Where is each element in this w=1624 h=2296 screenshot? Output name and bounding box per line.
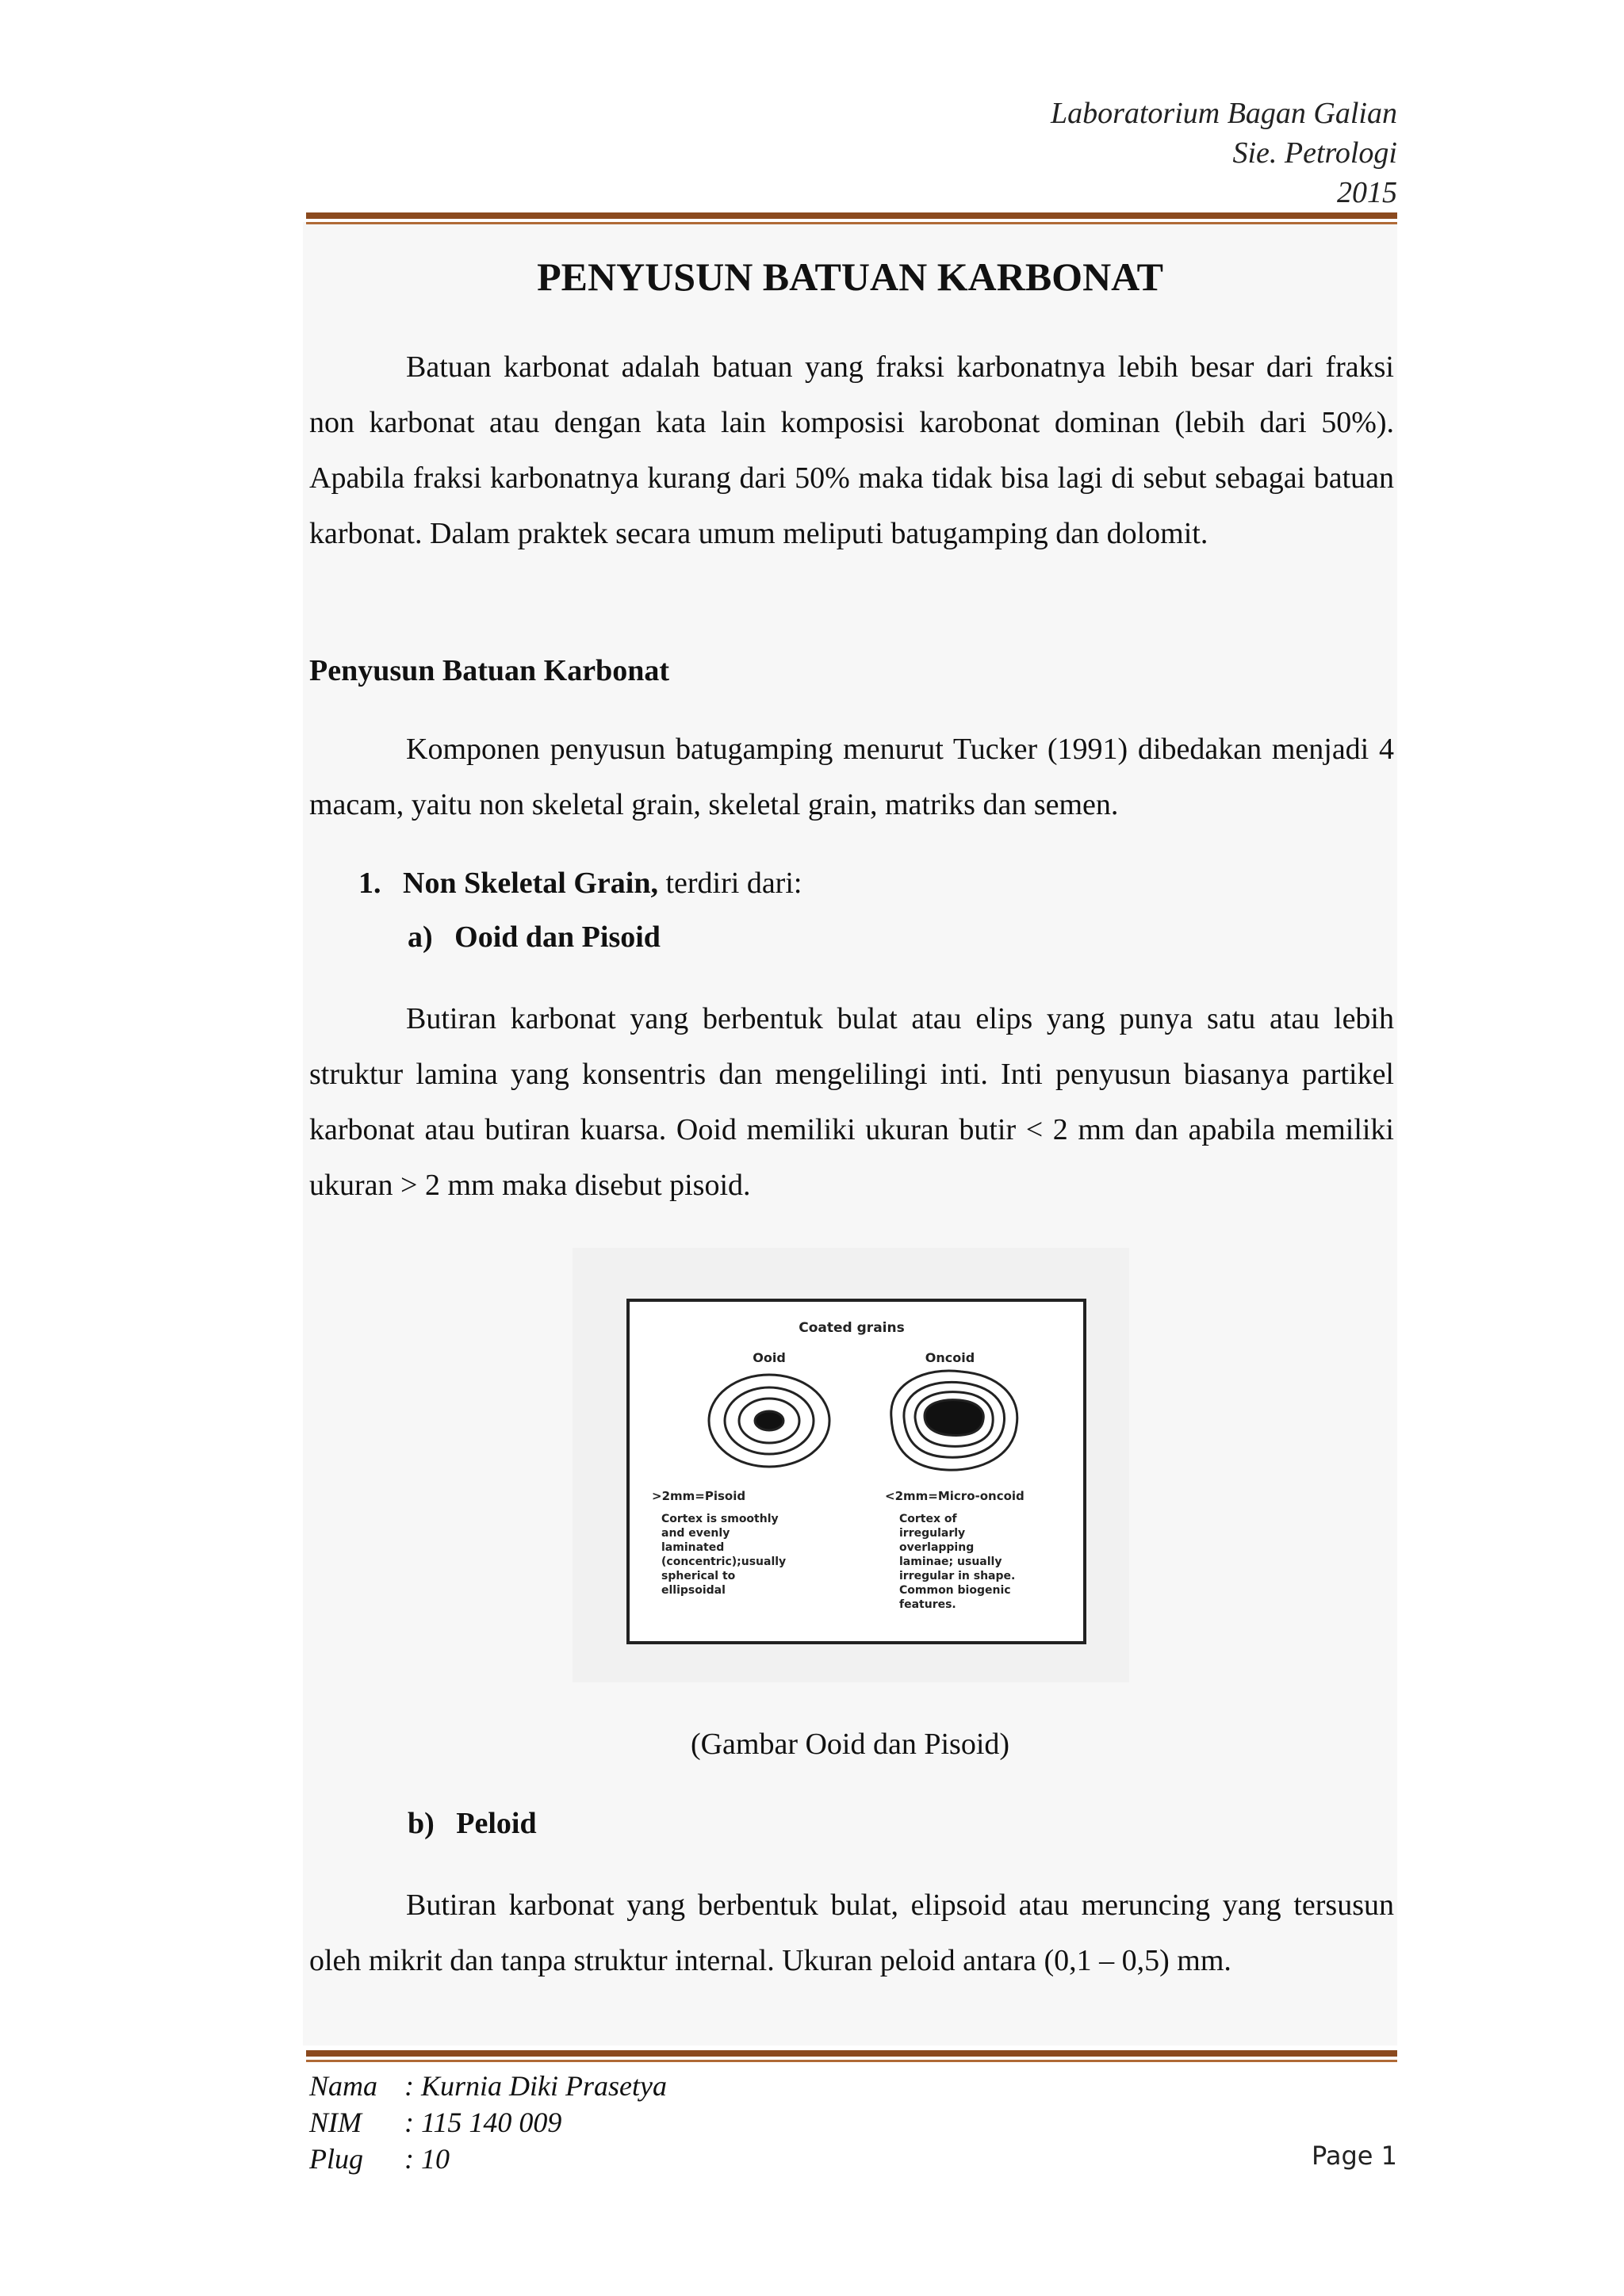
oncoid-desc-line: Common biogenic xyxy=(899,1584,1011,1597)
footer-nama-label: Nama xyxy=(309,2070,378,2102)
oncoid-label: Oncoid xyxy=(925,1350,975,1365)
list-item-1-number: 1. xyxy=(358,867,381,900)
header-rule-thin xyxy=(306,222,1397,224)
ooid-desc-line: laminated xyxy=(661,1541,725,1554)
footer-plug-row xyxy=(309,2141,667,2177)
pisoid-size-label: >2mm=Pisoid xyxy=(652,1489,746,1503)
section-heading: Penyusun Batuan Karbonat xyxy=(309,654,670,687)
figure-title: Coated grains xyxy=(799,1320,905,1336)
footer-plug-value: : 10 xyxy=(404,2143,450,2175)
footer-plug-label: Plug xyxy=(309,2143,363,2175)
ooid-desc-line: spherical to xyxy=(661,1570,736,1582)
document-header xyxy=(1051,94,1397,212)
footer-nim-value: : 115 140 009 xyxy=(404,2107,562,2138)
footer-nim-label: NIM xyxy=(309,2107,362,2138)
footer-rule-thick xyxy=(306,2050,1397,2057)
subitem-a-heading xyxy=(408,920,661,955)
micro-oncoid-size-label: <2mm=Micro-oncoid xyxy=(885,1489,1025,1503)
oncoid-desc-line: overlapping xyxy=(899,1541,975,1554)
page-number: Page 1 xyxy=(1312,2141,1397,2171)
ooid-desc-line: Cortex is smoothly xyxy=(661,1513,779,1525)
subitem-b-paragraph: Butiran karbonat yang berbentuk bulat, elipsoid atau meruncing yang tersusun oleh mikrit dan tanpa struktur internal. Ukuran peloid antara (0,1 – 0,5) mm. xyxy=(309,1888,1394,1977)
subitem-a-label: Ooid dan Pisoid xyxy=(454,920,661,954)
oncoid-desc-line: Cortex of xyxy=(899,1513,957,1525)
components-paragraph: Komponen penyusun batugamping menurut Tucker (1991) dibedakan menjadi 4 macam, yaitu non skeletal grain, skeletal grain, matriks dan semen. xyxy=(309,733,1394,821)
ooid-desc-line: (concentric);usually xyxy=(661,1556,787,1568)
ooid-desc-line: and evenly xyxy=(661,1527,730,1540)
header-year: 2015 xyxy=(1337,176,1397,209)
subitem-a-letter: a) xyxy=(408,920,433,954)
page-title: PENYUSUN BATUAN KARBONAT xyxy=(537,254,1163,299)
oncoid-desc-line: laminae; usually xyxy=(899,1556,1002,1568)
list-item-1-suffix: terdiri dari: xyxy=(657,867,802,900)
footer-nama-value: : Kurnia Diki Prasetya xyxy=(404,2070,667,2102)
oncoid-nucleus xyxy=(925,1400,983,1436)
footer-nim-row xyxy=(309,2104,667,2141)
subitem-b-label: Peloid xyxy=(456,1807,537,1840)
oncoid-desc-line: irregular in shape. xyxy=(899,1570,1016,1582)
ooid-desc-line: ellipsoidal xyxy=(661,1584,726,1597)
header-rule-thick xyxy=(306,212,1397,219)
list-item-1 xyxy=(358,866,802,901)
oncoid-desc-line: features. xyxy=(899,1598,956,1611)
ooid-nucleus xyxy=(755,1411,783,1430)
list-item-1-label: Non Skeletal Grain, xyxy=(403,867,658,900)
oncoid-desc-line: irregularly xyxy=(899,1527,966,1540)
intro-paragraph: Batuan karbonat adalah batuan yang fraksi karbonatnya lebih besar dari fraksi non karbonat atau dengan kata lain komposisi karobonat dominan (lebih dari 50%). Apabila fraksi karbonatnya kurang dari 50% maka tidak bisa lagi di sebut sebagai batuan karbonat. Dalam praktek secara umum meliputi batugamping dan dolomit. xyxy=(309,350,1394,550)
figure-caption: (Gambar Ooid dan Pisoid) xyxy=(690,1728,1010,1761)
footer-nama-row xyxy=(309,2068,667,2104)
document-footer xyxy=(309,2068,667,2177)
coated-grains-diagram xyxy=(573,1248,1129,1682)
subitem-a-paragraph: Butiran karbonat yang berbentuk bulat atau elips yang punya satu atau lebih struktur lamina yang konsentris dan mengelilingi inti. Inti penyusun biasanya partikel karbonat atau butiran kuarsa. Ooid memiliki ukuran butir < 2 mm dan apabila memiliki ukuran > 2 mm maka disebut pisoid. xyxy=(309,1002,1394,1202)
subitem-b-heading xyxy=(408,1806,537,1841)
subitem-b-letter: b) xyxy=(408,1807,435,1840)
header-section: Sie. Petrologi xyxy=(1232,136,1397,170)
ooid-label: Ooid xyxy=(753,1350,786,1365)
coated-grains-figure xyxy=(573,1248,1129,1682)
footer-rule-thin xyxy=(306,2060,1397,2062)
header-lab: Laboratorium Bagan Galian xyxy=(1050,97,1397,130)
